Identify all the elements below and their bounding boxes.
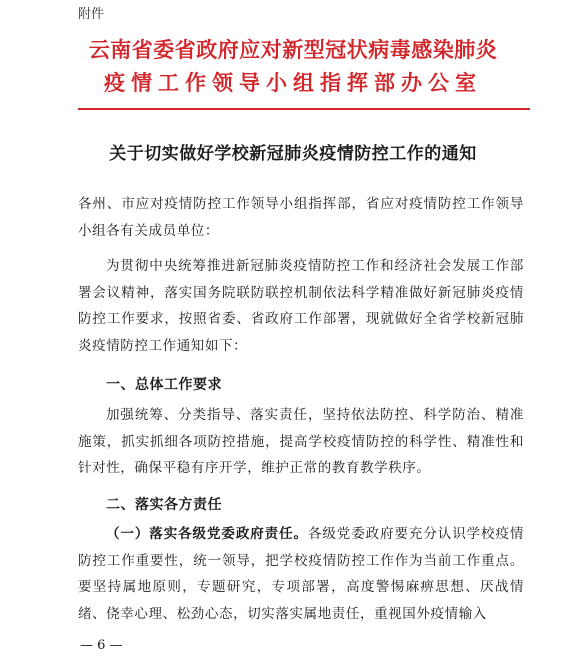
page-number: — 6 — (80, 638, 123, 653)
document-title: 关于切实做好学校新冠肺炎疫情防控工作的通知 (109, 144, 477, 164)
issuer-name-line1: 云南省委省政府应对新型冠状病毒感染肺炎 (88, 37, 498, 62)
section-2-heading: 二、落实各方责任 (106, 497, 222, 513)
section-1-heading: 一、总体工作要求 (106, 377, 222, 393)
red-header-rule (78, 108, 530, 110)
intro-paragraph: 为贯彻中央统筹推进新冠肺炎疫情防控工作和经济社会发展工作部署会议精神，落实国务院联防联控机制依法科学精准做好新冠肺炎疫情防控工作要求，按照省委、省政府工作部署，现就做好全省学校新冠肺炎疫情防控工作通知如下： (78, 258, 524, 354)
salutation: 各州、市应对疫情防控工作领导小组指挥部，省应对疫情防控工作领导小组各有关成员单位： (78, 196, 524, 239)
issuer-name-line2: 疫情工作领导小组指挥部办公室 (104, 70, 482, 95)
subsection-body: 各级党委政府要充分认识学校疫情防控工作重要性，统一领导，把学校疫情防控工作作为当前工作重点。要坚持属地原则，专题研究，专项部署，高度警惕麻痹思想、厌战情绪、侥幸心理、松劲心态，切实落实属地责任，重视国外疫情输入 (78, 526, 524, 622)
section-1-body: 加强统筹、分类指导、落实责任，坚持依法防控、科学防治、精准施策，抓实抓细各项防控措施，提高学校疫情防控的科学性、精准性和针对性，确保平稳有序开学，维护正常的教育教学秩序。 (78, 407, 524, 476)
subsection-heading: （一）落实各级党委政府责任。 (106, 526, 308, 542)
section-2-paragraph (78, 521, 524, 627)
attachment-label: 附件 (78, 7, 105, 22)
